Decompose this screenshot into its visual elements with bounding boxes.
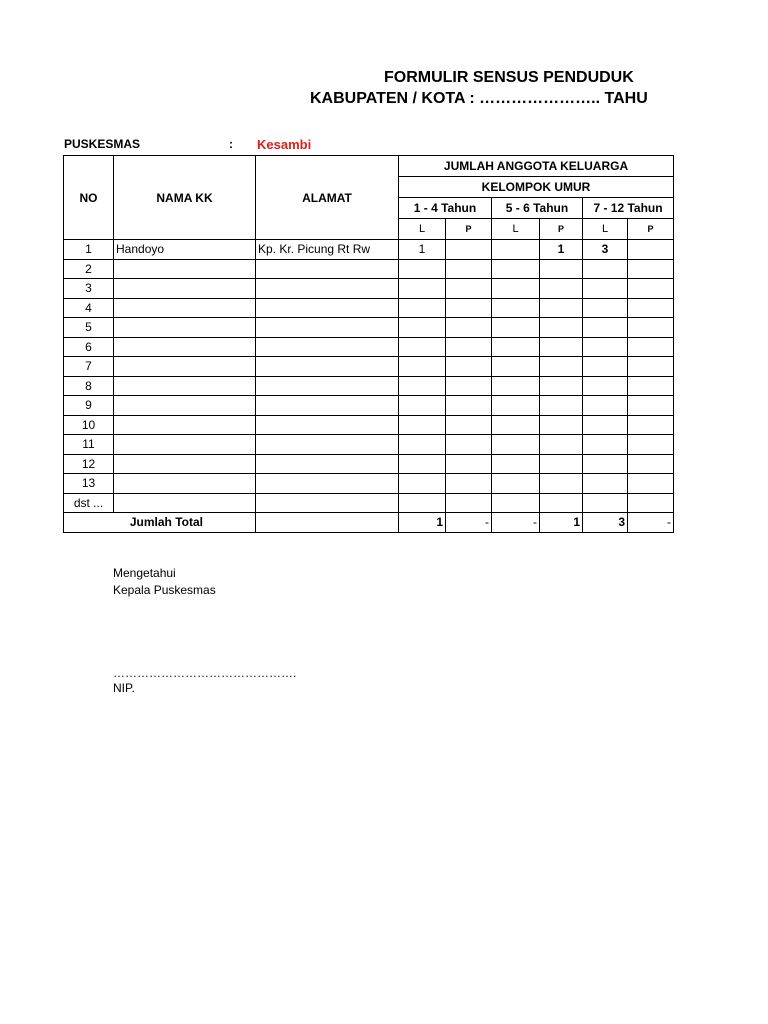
row-count-cell [399, 259, 446, 279]
total-cell: - [446, 513, 492, 533]
row-alamat [256, 357, 399, 377]
row-alamat [256, 415, 399, 435]
row-count-cell [446, 396, 492, 416]
table-row [64, 318, 674, 338]
row-count-cell [583, 318, 628, 338]
row-count-cell [628, 318, 674, 338]
row-no: 9 [64, 396, 114, 416]
row-count-cell [446, 279, 492, 299]
row-count-cell [399, 474, 446, 494]
row-alamat [256, 493, 399, 513]
row-count-cell [399, 279, 446, 299]
row-count-cell [492, 474, 540, 494]
row-alamat [256, 474, 399, 494]
puskesmas-value: Kesambi [257, 137, 312, 152]
sex-header-l: L [492, 219, 540, 240]
row-count-cell [628, 415, 674, 435]
row-count-cell [628, 435, 674, 455]
row-count-cell [628, 259, 674, 279]
row-count-cell [540, 415, 583, 435]
row-count-cell [583, 454, 628, 474]
row-count-cell [399, 298, 446, 318]
row-no: 1 [64, 240, 114, 260]
row-count-cell [583, 493, 628, 513]
row-count-cell [492, 337, 540, 357]
row-nama-kk [114, 396, 256, 416]
row-count-cell [583, 376, 628, 396]
row-count-cell [446, 259, 492, 279]
table-row [64, 357, 674, 377]
row-no: 5 [64, 318, 114, 338]
row-count-cell [492, 259, 540, 279]
row-count-cell [628, 337, 674, 357]
row-count-cell: 1 [540, 240, 583, 260]
form-subtitle: KABUPATEN / KOTA : ………………….. TAHU [310, 90, 648, 107]
puskesmas-label: PUSKESMAS [64, 137, 141, 151]
row-count-cell [628, 376, 674, 396]
age-group-header: 7 - 12 Tahun [583, 198, 674, 219]
row-alamat [256, 259, 399, 279]
total-cell: 3 [583, 513, 628, 533]
row-count-cell [492, 435, 540, 455]
row-no: 10 [64, 415, 114, 435]
row-count-cell [540, 493, 583, 513]
table-row [64, 259, 674, 279]
total-cell: - [492, 513, 540, 533]
row-nama-kk [114, 259, 256, 279]
subgroup-header: KELOMPOK UMUR [399, 177, 674, 198]
row-count-cell [583, 259, 628, 279]
row-no: dst ... [64, 493, 114, 513]
total-alamat-cell [256, 513, 399, 533]
row-count-cell [628, 474, 674, 494]
row-count-cell [540, 396, 583, 416]
row-count-cell [399, 454, 446, 474]
row-nama-kk: Handoyo [114, 240, 256, 260]
row-count-cell [540, 454, 583, 474]
row-count-cell [628, 298, 674, 318]
col-header-alamat: ALAMAT [256, 156, 399, 240]
table-row [64, 435, 674, 455]
col-header-nama-kk: NAMA KK [114, 156, 256, 240]
row-count-cell [399, 376, 446, 396]
row-count-cell [583, 279, 628, 299]
sex-header-p: P [628, 219, 674, 240]
table-row [64, 279, 674, 299]
signature-title: Kepala Puskesmas [113, 583, 216, 597]
row-count-cell [540, 259, 583, 279]
row-alamat: Kp. Kr. Picung Rt Rw [256, 240, 399, 260]
row-count-cell [399, 337, 446, 357]
row-count-cell [540, 357, 583, 377]
row-alamat [256, 435, 399, 455]
table-row [64, 298, 674, 318]
puskesmas-colon: : [229, 137, 233, 151]
total-label: Jumlah Total [64, 513, 256, 533]
row-count-cell [540, 337, 583, 357]
table-row [64, 376, 674, 396]
row-count-cell [540, 279, 583, 299]
row-count-cell [628, 396, 674, 416]
age-group-header: 1 - 4 Tahun [399, 198, 492, 219]
row-count-cell [583, 474, 628, 494]
row-count-cell [628, 454, 674, 474]
row-nama-kk [114, 454, 256, 474]
row-alamat [256, 318, 399, 338]
row-no: 7 [64, 357, 114, 377]
row-count-cell: 3 [583, 240, 628, 260]
row-count-cell [446, 415, 492, 435]
row-count-cell [492, 298, 540, 318]
row-count-cell [628, 357, 674, 377]
total-row [64, 513, 674, 533]
total-cell: 1 [540, 513, 583, 533]
row-count-cell [540, 298, 583, 318]
signature-mengetahui: Mengetahui [113, 566, 176, 580]
row-no: 2 [64, 259, 114, 279]
row-nama-kk [114, 298, 256, 318]
row-alamat [256, 298, 399, 318]
sex-header-p: P [540, 219, 583, 240]
total-cell: - [628, 513, 674, 533]
row-count-cell [446, 376, 492, 396]
row-count-cell [446, 337, 492, 357]
row-count-cell [492, 240, 540, 260]
table-row [64, 493, 674, 513]
row-no: 13 [64, 474, 114, 494]
row-nama-kk [114, 357, 256, 377]
row-alamat [256, 337, 399, 357]
row-count-cell [446, 240, 492, 260]
row-alamat [256, 376, 399, 396]
table-row [64, 415, 674, 435]
table-row [64, 454, 674, 474]
row-count-cell [583, 415, 628, 435]
row-count-cell [540, 318, 583, 338]
row-count-cell [399, 396, 446, 416]
row-count-cell [628, 493, 674, 513]
row-nama-kk [114, 435, 256, 455]
row-no: 3 [64, 279, 114, 299]
row-count-cell [399, 357, 446, 377]
sex-header-p: P [446, 219, 492, 240]
signature-nip: NIP. [113, 681, 135, 695]
group-header: JUMLAH ANGGOTA KELUARGA [399, 156, 674, 177]
table-row [64, 240, 674, 260]
col-header-no: NO [64, 156, 114, 240]
row-count-cell [446, 474, 492, 494]
row-count-cell [492, 376, 540, 396]
row-count-cell [492, 493, 540, 513]
row-count-cell [583, 435, 628, 455]
row-count-cell [583, 298, 628, 318]
row-nama-kk [114, 376, 256, 396]
row-alamat [256, 279, 399, 299]
row-nama-kk [114, 493, 256, 513]
row-no: 4 [64, 298, 114, 318]
table-row [64, 396, 674, 416]
row-nama-kk [114, 318, 256, 338]
row-count-cell [446, 493, 492, 513]
row-count-cell [399, 415, 446, 435]
row-count-cell [446, 454, 492, 474]
row-no: 12 [64, 454, 114, 474]
form-title: FORMULIR SENSUS PENDUDUK [384, 69, 634, 86]
row-count-cell [540, 474, 583, 494]
row-alamat [256, 454, 399, 474]
row-count-cell [540, 435, 583, 455]
total-cell: 1 [399, 513, 446, 533]
row-nama-kk [114, 415, 256, 435]
table-row [64, 337, 674, 357]
row-count-cell [492, 279, 540, 299]
row-nama-kk [114, 337, 256, 357]
row-no: 8 [64, 376, 114, 396]
row-count-cell [583, 396, 628, 416]
sex-header-l: L [399, 219, 446, 240]
row-no: 11 [64, 435, 114, 455]
table-row [64, 474, 674, 494]
row-count-cell [492, 396, 540, 416]
row-alamat [256, 396, 399, 416]
row-count-cell [492, 318, 540, 338]
sex-header-l: L [583, 219, 628, 240]
row-count-cell [446, 318, 492, 338]
row-count-cell [492, 454, 540, 474]
row-nama-kk [114, 279, 256, 299]
row-count-cell [399, 318, 446, 338]
signature-line: ………………………………………. [113, 666, 297, 680]
row-count-cell [492, 357, 540, 377]
row-no: 6 [64, 337, 114, 357]
row-count-cell [492, 415, 540, 435]
row-count-cell [540, 376, 583, 396]
row-count-cell [583, 337, 628, 357]
row-count-cell [628, 279, 674, 299]
row-count-cell [446, 435, 492, 455]
row-count-cell [399, 493, 446, 513]
census-table [63, 155, 674, 533]
row-count-cell [583, 357, 628, 377]
row-nama-kk [114, 474, 256, 494]
row-count-cell [446, 298, 492, 318]
row-count-cell [399, 435, 446, 455]
row-count-cell [446, 357, 492, 377]
age-group-header: 5 - 6 Tahun [492, 198, 583, 219]
row-count-cell [628, 240, 674, 260]
row-count-cell: 1 [399, 240, 446, 260]
